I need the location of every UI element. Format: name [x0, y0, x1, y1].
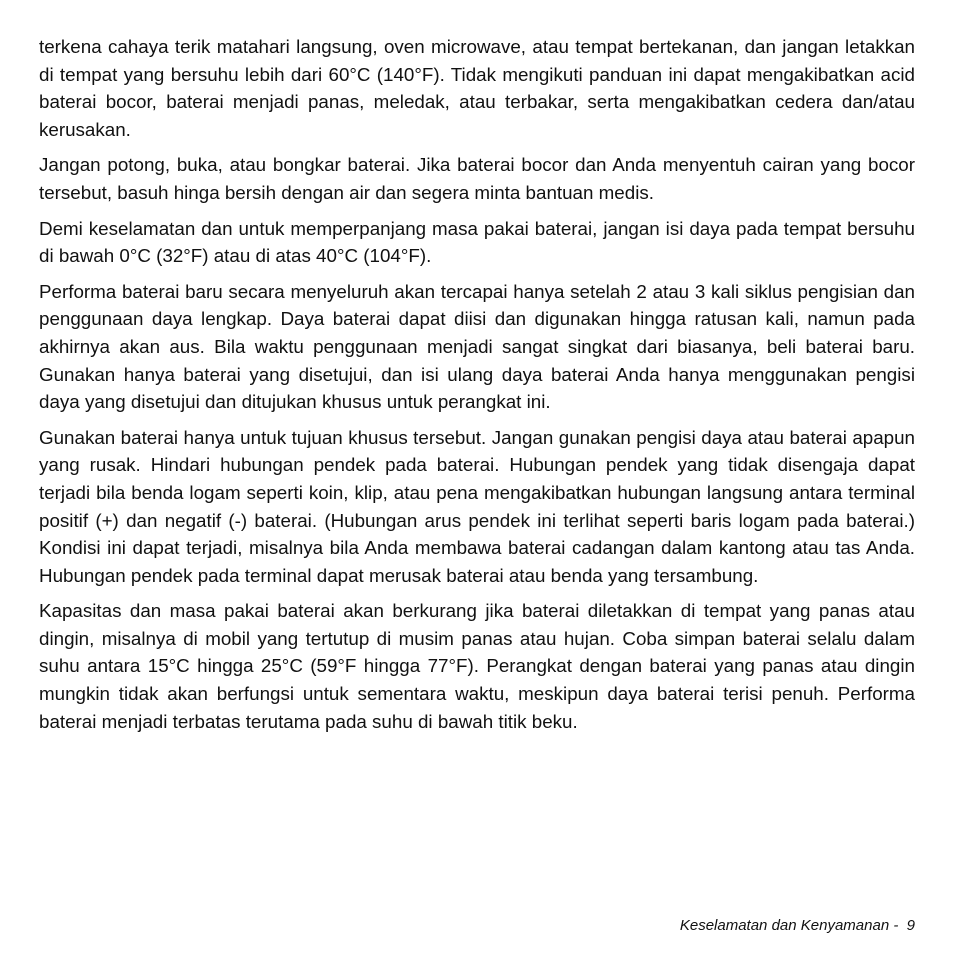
- paragraph-battery-disassembly: Jangan potong, buka, atau bongkar baterai. Jika baterai bocor dan Anda menyentuh cairan yang bocor tersebut, basuh hinga bersih dengan air dan segera minta bantuan medis.: [39, 154, 915, 203]
- paragraph-continuation-battery-storage: terkena cahaya terik matahari langsung, oven microwave, atau tempat bertekanan, dan jangan letakkan di tempat yang bersuhu lebih dari 60°C (140°F). Tidak mengikuti panduan ini dapat mengakibatkan acid baterai bocor, baterai menjadi panas, meledak, atau terbakar, serta mengakibatkan cedera dan/atau kerusakan.: [39, 36, 915, 140]
- paragraph-battery-capacity: Kapasitas dan masa pakai baterai akan berkurang jika baterai diletakkan di tempat yang panas atau dingin, misalnya di mobil yang tertutup di musim panas atau hujan. Coba simpan baterai selalu dalam suhu antara 15°C hingga 25°C (59°F hingga 77°F). Perangkat dengan baterai yang panas atau dingin mungkin tidak akan berfungsi untuk sementara waktu, meskipun daya baterai terisi penuh. Performa baterai menjadi terbatas terutama pada suhu di bawah titik beku.: [39, 600, 915, 732]
- paragraph-short-circuit: Gunakan baterai hanya untuk tujuan khusus tersebut. Jangan gunakan pengisi daya atau baterai apapun yang rusak. Hindari hubungan pendek pada baterai. Hubungan pendek yang tidak disengaja dapat terjadi bila benda logam seperti koin, klip, atau pena mengakibatkan hubungan langsung antara terminal positif (+) dan negatif (-) baterai. (Hubungan arus pendek ini terlihat seperti baris logam pada baterai.) Kondisi ini dapat terjadi, misalnya bila Anda membawa baterai cadangan dalam kantong atau tas Anda. Hubungan pendek pada terminal dapat merusak baterai atau benda yang tersambung.: [39, 426, 915, 586]
- page-footer: Keselamatan dan Kenyamanan - 9: [679, 917, 915, 934]
- page-body: [39, 33, 915, 743]
- paragraph-charging-temperature: Demi keselamatan dan untuk memperpanjang masa pakai baterai, jangan isi daya pada tempat bersuhu di bawah 0°C (32°F) atau di atas 40°C (104°F).: [39, 217, 915, 267]
- paragraph-battery-performance: Performa baterai baru secara menyeluruh akan tercapai hanya setelah 2 atau 3 kali siklus pengisian dan penggunaan daya lengkap. Daya baterai dapat diisi dan digunakan hingga ratusan kali, namun pada akhirnya akan aus. Bila waktu penggunaan menjadi sangat singkat dari biasanya, beli baterai baru. Gunakan hanya baterai yang disetujui, dan isi ulang daya baterai Anda hanya menggunakan pengisi daya yang disetujui dan ditujukan khusus untuk perangkat ini.: [39, 280, 915, 413]
